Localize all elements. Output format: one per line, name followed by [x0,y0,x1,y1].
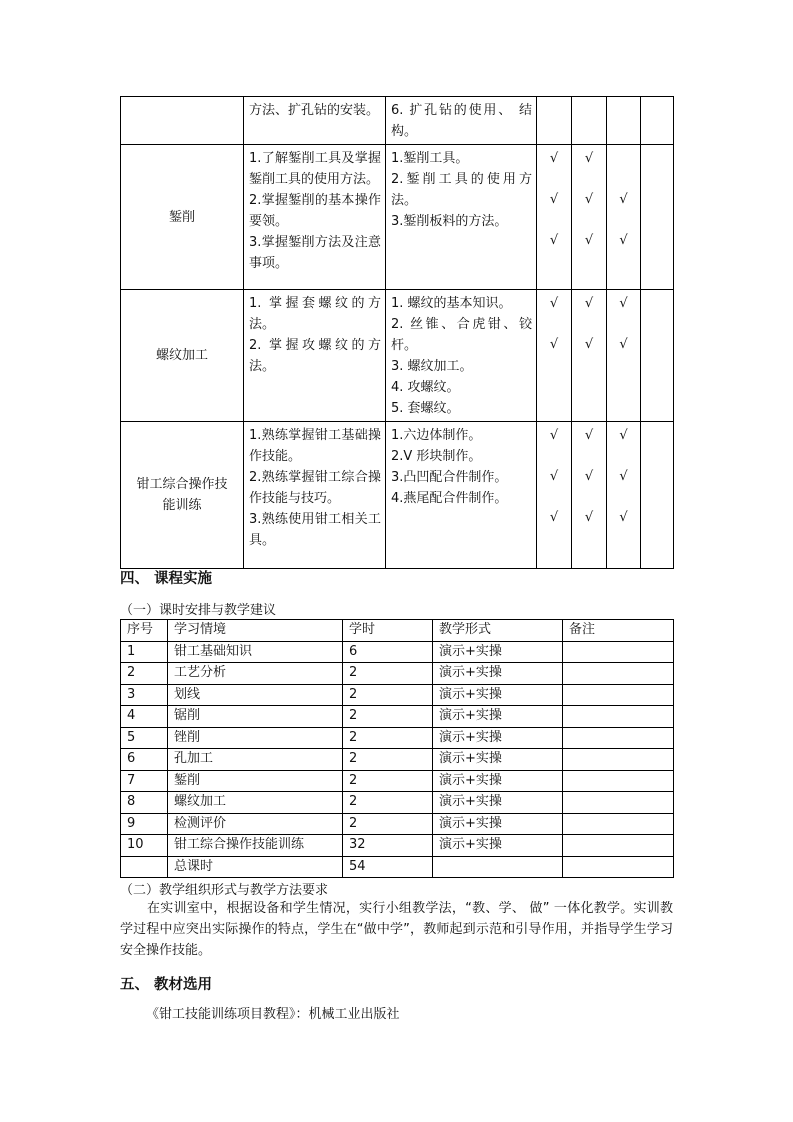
schedule-cell: 演示+实操 [433,835,563,857]
schedule-cell: 演示+实操 [433,641,563,663]
schedule-row [121,641,674,663]
check-column-2 [572,145,607,290]
schedule-cell [563,727,674,749]
schedule-cell: 2 [343,727,433,749]
schedule-cell: 2 [343,749,433,771]
check-mark: √ [584,151,594,166]
check-column-1 [537,145,572,290]
module-name: 钳工综合操作技能训练 [136,477,228,513]
schedule-cell: 3 [121,684,168,706]
module-name-cell [121,422,244,569]
schedule-cell: 演示+实操 [433,663,563,685]
schedule-cell: 1 [121,641,168,663]
content-cell [386,145,537,290]
schedule-header-row [121,620,674,642]
goals-cell [244,145,386,290]
check-mark [641,189,673,230]
schedule-header-cell: 学习情境 [168,620,343,642]
schedule-header-cell: 学时 [343,620,433,642]
check-mark: √ [619,337,628,352]
goal-item: 3.掌握錾削方法及注意事项。 [249,235,381,271]
check-mark: √ [619,296,628,311]
content-item: 1. 螺纹的基本知识。 [391,296,512,311]
check-column-2 [572,290,607,422]
schedule-header-cell: 教学形式 [433,620,563,642]
schedule-cell: 2 [343,663,433,685]
schedule-cell [563,663,674,685]
textbook-line: 《钳工技能训练项目教程》：机械工业出版社 [146,1007,400,1022]
schedule-cell [563,835,674,857]
schedule-cell: 6 [121,749,168,771]
schedule-cell: 演示+实操 [433,684,563,706]
schedule-row [121,770,674,792]
schedule-cell [563,706,674,728]
content-cell [386,97,537,145]
content-item: 3.凸凹配合件制作。 [391,470,508,485]
goals-cell [244,422,386,569]
check-mark: √ [549,151,559,166]
check-mark [641,425,673,466]
check-column-3 [607,145,641,290]
schedule-cell: 钳工综合操作技能训练 [168,835,343,857]
check-column-4 [641,290,674,422]
schedule-row [121,835,674,857]
schedule-row [121,706,674,728]
goal-item: 2.熟练掌握钳工综合操作技能与技巧。 [249,470,381,506]
schedule-cell: 锯削 [168,706,343,728]
schedule-cell [563,813,674,835]
check-mark: √ [549,192,559,207]
check-column-1 [537,97,572,145]
goal-item: 2.掌握錾削的基本操作要领。 [249,193,381,229]
schedule-cell [563,641,674,663]
check-mark: √ [619,428,628,443]
check-mark [641,148,673,189]
schedule-row [121,856,674,878]
check-mark: √ [549,510,559,525]
check-mark: √ [549,469,559,484]
schedule-cell: 5 [121,727,168,749]
schedule-header-cell: 序号 [121,620,168,642]
check-mark: √ [549,233,559,248]
skills-row [121,422,674,569]
check-column-3 [607,97,641,145]
method-subheading: （二）教学组织形式与教学方法要求 [120,883,329,898]
check-mark: √ [619,192,628,207]
schedule-cell: 2 [343,706,433,728]
module-name-cell [121,290,244,422]
schedule-cell: 划线 [168,684,343,706]
content-cell [386,422,537,569]
check-mark: √ [549,296,559,311]
schedule-cell: 工艺分析 [168,663,343,685]
goal-item: 1. 掌握套螺纹的方法。 [249,296,381,332]
module-name-cell [121,145,244,290]
schedule-cell: 演示+实操 [433,813,563,835]
goal-item: 1.熟练掌握钳工基础操作技能。 [249,428,381,464]
check-mark [641,293,673,334]
schedule-row [121,727,674,749]
schedule-cell: 演示+实操 [433,792,563,814]
goals-cell [244,290,386,422]
schedule-cell: 32 [343,835,433,857]
schedule-cell: 2 [343,770,433,792]
check-mark: √ [584,337,594,352]
schedule-cell: 7 [121,770,168,792]
schedule-cell [563,792,674,814]
content-item: 2.V 形块制作。 [391,449,482,464]
check-column-3 [607,422,641,569]
schedule-cell: 6 [343,641,433,663]
content-item: 6. 扩孔钻的使用、 结构。 [391,103,532,139]
goal-item: 1.了解錾削工具及掌握錾削工具的使用方法。 [249,151,381,187]
check-mark: √ [619,233,628,248]
schedule-cell: 总课时 [168,856,343,878]
content-item: 2.錾削工具的使用方法。 [391,172,532,208]
schedule-cell [121,856,168,878]
goal-item: 方法、扩孔钻的安装。 [249,103,380,118]
check-column-3 [607,290,641,422]
schedule-cell: 54 [343,856,433,878]
module-name: 螺纹加工 [155,348,208,363]
check-mark: √ [584,296,594,311]
schedule-cell [433,856,563,878]
check-column-2 [572,97,607,145]
schedule-cell: 9 [121,813,168,835]
schedule-cell: 演示+实操 [433,770,563,792]
schedule-cell: 錾削 [168,770,343,792]
schedule-row [121,663,674,685]
check-mark: √ [584,192,594,207]
schedule-cell: 8 [121,792,168,814]
check-mark: √ [619,510,628,525]
content-item: 4.燕尾配合件制作。 [391,491,508,506]
check-mark [641,334,673,375]
schedule-row [121,813,674,835]
schedule-cell [563,684,674,706]
schedule-cell [563,770,674,792]
check-column-4 [641,422,674,569]
section-5-heading: 五、 教材选用 [120,977,213,993]
check-column-1 [537,422,572,569]
check-mark: √ [584,469,594,484]
goals-cell [244,97,386,145]
check-mark [641,230,673,271]
content-item: 1.錾削工具。 [391,151,469,166]
section-4-heading: 四、 课程实施 [120,571,213,587]
content-item: 4. 攻螺纹。 [391,380,460,395]
check-mark [641,466,673,507]
check-mark [641,507,673,548]
schedule-cell: 演示+实操 [433,706,563,728]
skills-row [121,97,674,145]
check-mark: √ [584,233,594,248]
check-column-4 [641,145,674,290]
content-item: 3. 螺纹加工。 [391,359,473,374]
schedule-row [121,792,674,814]
skills-row [121,145,674,290]
schedule-cell: 演示+实操 [433,727,563,749]
schedule-cell [563,856,674,878]
schedule-cell: 演示+实操 [433,749,563,771]
schedule-cell: 孔加工 [168,749,343,771]
skills-row [121,290,674,422]
schedule-cell: 4 [121,706,168,728]
schedule-table [120,619,674,878]
schedule-cell: 2 [343,813,433,835]
content-item: 1.六边体制作。 [391,428,482,443]
content-item: 3.錾削板料的方法。 [391,214,508,229]
content-item: 5. 套螺纹。 [391,401,460,416]
schedule-cell: 10 [121,835,168,857]
content-item: 2. 丝锥、合虎钳、铰杆。 [391,317,532,353]
check-mark: √ [549,337,559,352]
content-cell [386,290,537,422]
schedule-cell: 2 [343,684,433,706]
method-paragraph: 在实训室中，根据设备和学生情况，实行小组教学法，“教、学、 做” 一体化教学。实训教学过程中应突出实际操作的特点，学生在“做中学”，教师起到示范和引导作用，并指导学生学习安全操作技能。 [120,901,673,958]
schedule-cell: 检测评价 [168,813,343,835]
check-mark: √ [619,469,628,484]
schedule-header-cell: 备注 [563,620,674,642]
skills-table [120,96,674,569]
module-name-cell [121,97,244,145]
check-mark: √ [549,428,559,443]
schedule-cell: 锉削 [168,727,343,749]
schedule-row [121,684,674,706]
goal-item: 2. 掌握攻螺纹的方法。 [249,338,381,374]
schedule-cell: 2 [343,792,433,814]
schedule-row [121,749,674,771]
goal-item: 3.熟练使用钳工相关工具。 [249,512,381,548]
check-column-1 [537,290,572,422]
check-mark: √ [584,510,594,525]
check-column-2 [572,422,607,569]
check-mark [607,148,640,189]
schedule-cell [563,749,674,771]
schedule-cell: 钳工基础知识 [168,641,343,663]
check-mark: √ [584,428,594,443]
module-name: 錾削 [168,209,195,225]
schedule-cell: 螺纹加工 [168,792,343,814]
check-column-4 [641,97,674,145]
schedule-subheading: （一）课时安排与教学建议 [120,603,277,618]
schedule-cell: 2 [121,663,168,685]
